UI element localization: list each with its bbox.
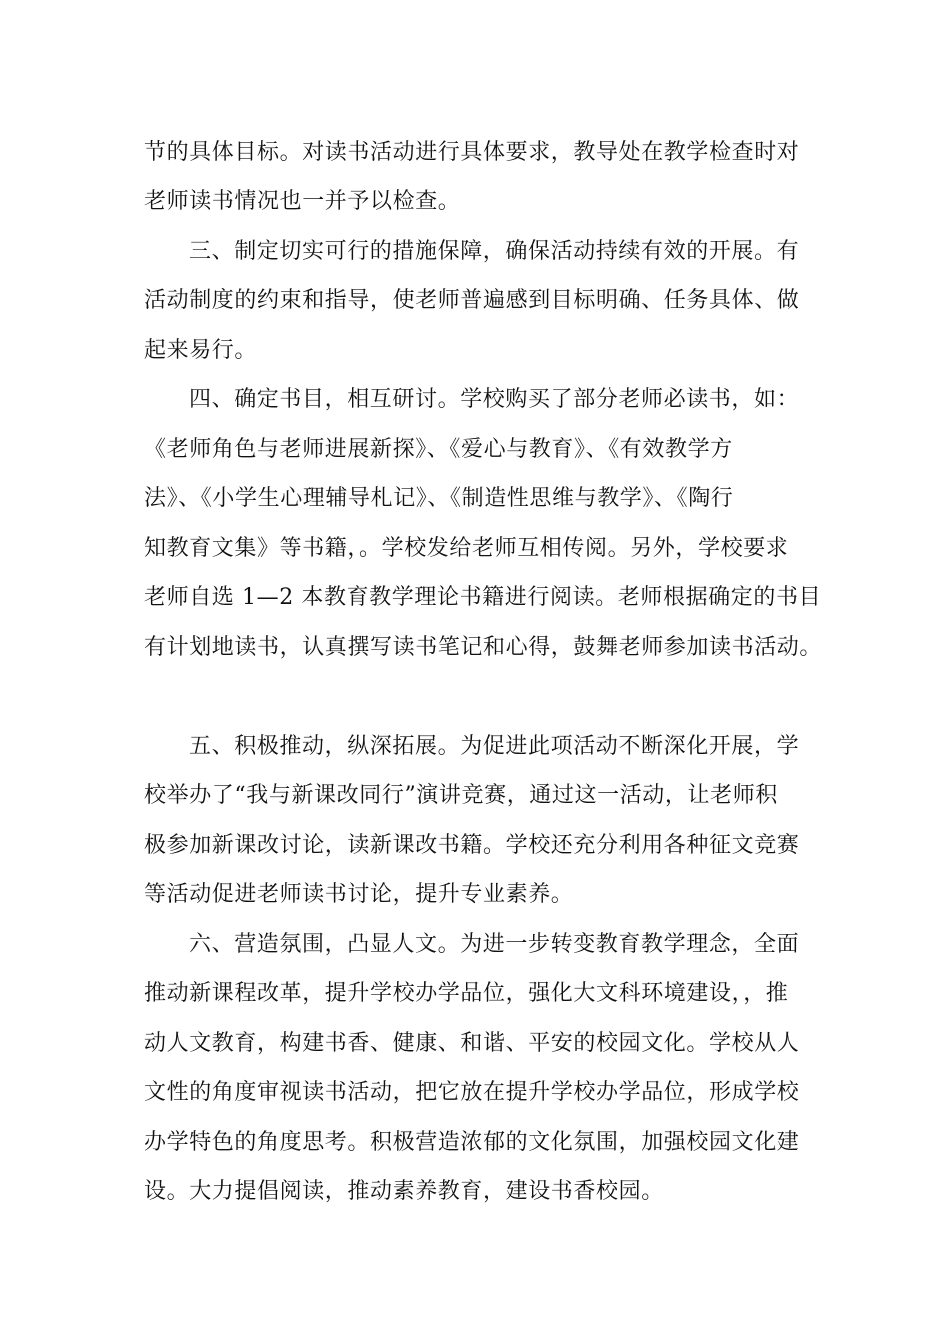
text-line: 法》、《小学生心理辅导札记》、《制造性思维与教学》、《陶行 [144,486,734,511]
text-line: 有计划地读书，认真撰写读书笔记和心得，鼓舞老师参加读书活动。 [144,635,823,660]
text-line: 推动新课程改革，提升学校办学品位，强化大文科环境建设，，推 [144,981,789,1006]
text-line: 六、营造氛围，凸显人文。为进一步转变教育教学理念，全面 [189,932,800,957]
text-line: 老师自选 1—2 本教育教学理论书籍进行阅读。老师根据确定的书目 [144,585,822,610]
text-line: 《老师角色与老师进展新探》、《爱心与教育》、《有效教学方 [144,437,733,462]
text-line: 等活动促进老师读书讨论，提升专业素养。 [144,882,574,907]
text-line: 动人文教育，构建书香、健康、和谐、平安的校园文化。学校从人 [144,1031,800,1056]
text-line: 五、积极推动，纵深拓展。为促进此项活动不断深化开展，学 [189,734,800,759]
text-line: 校举办了“我与新课改同行”演讲竞赛，通过这一活动，让老师积 [144,783,778,808]
text-line: 活动制度的约束和指导，使老师普遍感到目标明确、任务具体、做 [144,288,800,313]
text-line: 办学特色的角度思考。积极营造浓郁的文化氛围，加强校园文化建 [144,1130,800,1155]
text-line: 极参加新课改讨论，读新课改书籍。学校还充分利用各种征文竞赛 [144,833,800,858]
text-line: 节的具体目标。对读书活动进行具体要求，教导处在教学检查时对 [144,140,800,165]
text-line: 文性的角度审视读书活动，把它放在提升学校办学品位，形成学校 [144,1080,800,1105]
text-line: 老师读书情况也一并予以检查。 [144,189,461,214]
text-line: 四、确定书目，相互研讨。学校购买了部分老师必读书，如： [189,387,800,412]
text-line: 起来易行。 [144,338,258,363]
text-line: 设。大力提倡阅读，推动素养教育，建设书香校园。 [144,1179,664,1204]
text-line: 三、制定切实可行的措施保障，确保活动持续有效的开展。有 [189,239,800,264]
text-line: 知教育文集》等书籍，。学校发给老师互相传阅。另外，学校要求 [144,536,789,561]
